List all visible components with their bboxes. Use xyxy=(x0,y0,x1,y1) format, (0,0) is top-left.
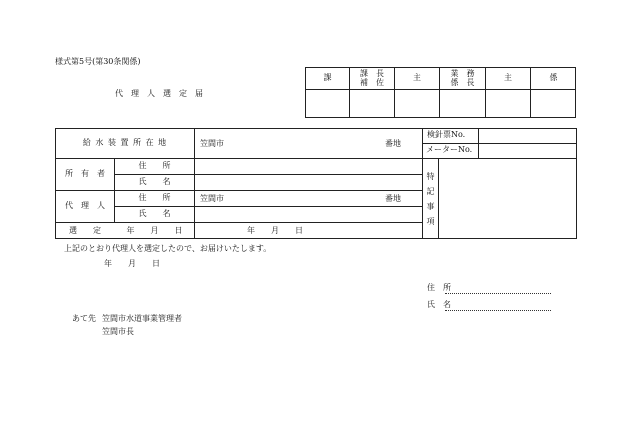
addressee-line1: 笠間市水道事業管理者 xyxy=(102,314,182,323)
stamp-box-shukan[interactable] xyxy=(486,90,530,118)
owner-address-label: 住 所 xyxy=(138,161,171,171)
approval-header-shukan: 主 xyxy=(504,73,530,83)
applicant-address-label: 住 所 xyxy=(427,283,451,292)
body-text: 上記のとおり代理人を選定したので、お届けいたします。 xyxy=(64,244,272,253)
form-number: 様式第5号(第30条関係) xyxy=(55,57,141,66)
meter-check-label: 検針票No. xyxy=(427,130,466,139)
owner-label: 所 有 者 xyxy=(65,169,105,179)
applicant-name-label: 氏 名 xyxy=(427,300,451,309)
approval-header-shusa: 主 xyxy=(413,73,439,83)
submit-date: 年 月 日 xyxy=(104,259,160,268)
form-title: 代 理 人 選 定 届 xyxy=(115,89,203,98)
approval-header-gyomu-kakaricho: 業 務 係 長 xyxy=(450,68,475,87)
applicant-address-line[interactable] xyxy=(445,293,551,294)
remarks-label: 特 記 事 項 xyxy=(426,171,435,227)
selection-date-1: 年 月 日 xyxy=(126,225,183,235)
owner-address-input[interactable] xyxy=(195,159,422,174)
approval-header-kakari: 係 xyxy=(549,73,558,83)
stamp-box-gyomu-kakaricho[interactable] xyxy=(440,90,485,118)
agent-name-input[interactable] xyxy=(195,207,422,222)
location-input[interactable] xyxy=(230,132,380,154)
agent-suffix: 番地 xyxy=(385,194,401,203)
meter-input[interactable] xyxy=(479,144,576,158)
location-suffix: 番地 xyxy=(385,139,401,148)
stamp-box-kakari[interactable] xyxy=(531,90,576,118)
agent-name-label: 氏 名 xyxy=(138,209,171,219)
approval-header-kacho-hosa: 課 長 補 佐 xyxy=(360,68,384,87)
agent-city: 笠間市 xyxy=(200,194,224,203)
meter-label: メーターNo. xyxy=(426,145,473,154)
owner-name-label: 氏 名 xyxy=(138,177,171,187)
agent-label: 代 理 人 xyxy=(65,201,105,211)
approval-header-kacho: 課 xyxy=(323,73,350,83)
addressee-line2: 笠間市長 xyxy=(102,327,134,336)
location-label: 給 水 装 置 所 在 地 xyxy=(82,138,168,148)
owner-name-input[interactable] xyxy=(195,175,422,190)
stamp-box-kacho-hosa[interactable] xyxy=(350,90,394,118)
selection-label: 選 定 xyxy=(69,225,101,235)
applicant-name-line[interactable] xyxy=(445,310,551,311)
stamp-box-kacho[interactable] xyxy=(306,90,349,118)
addressee-label: あて先 xyxy=(72,314,96,323)
agent-address-label: 住 所 xyxy=(138,193,171,203)
remarks-input[interactable] xyxy=(439,159,576,239)
meter-check-input[interactable] xyxy=(479,129,576,143)
location-city: 笠間市 xyxy=(200,139,224,148)
selection-date-2: 年 月 日 xyxy=(247,225,303,235)
stamp-box-shusa[interactable] xyxy=(395,90,439,118)
